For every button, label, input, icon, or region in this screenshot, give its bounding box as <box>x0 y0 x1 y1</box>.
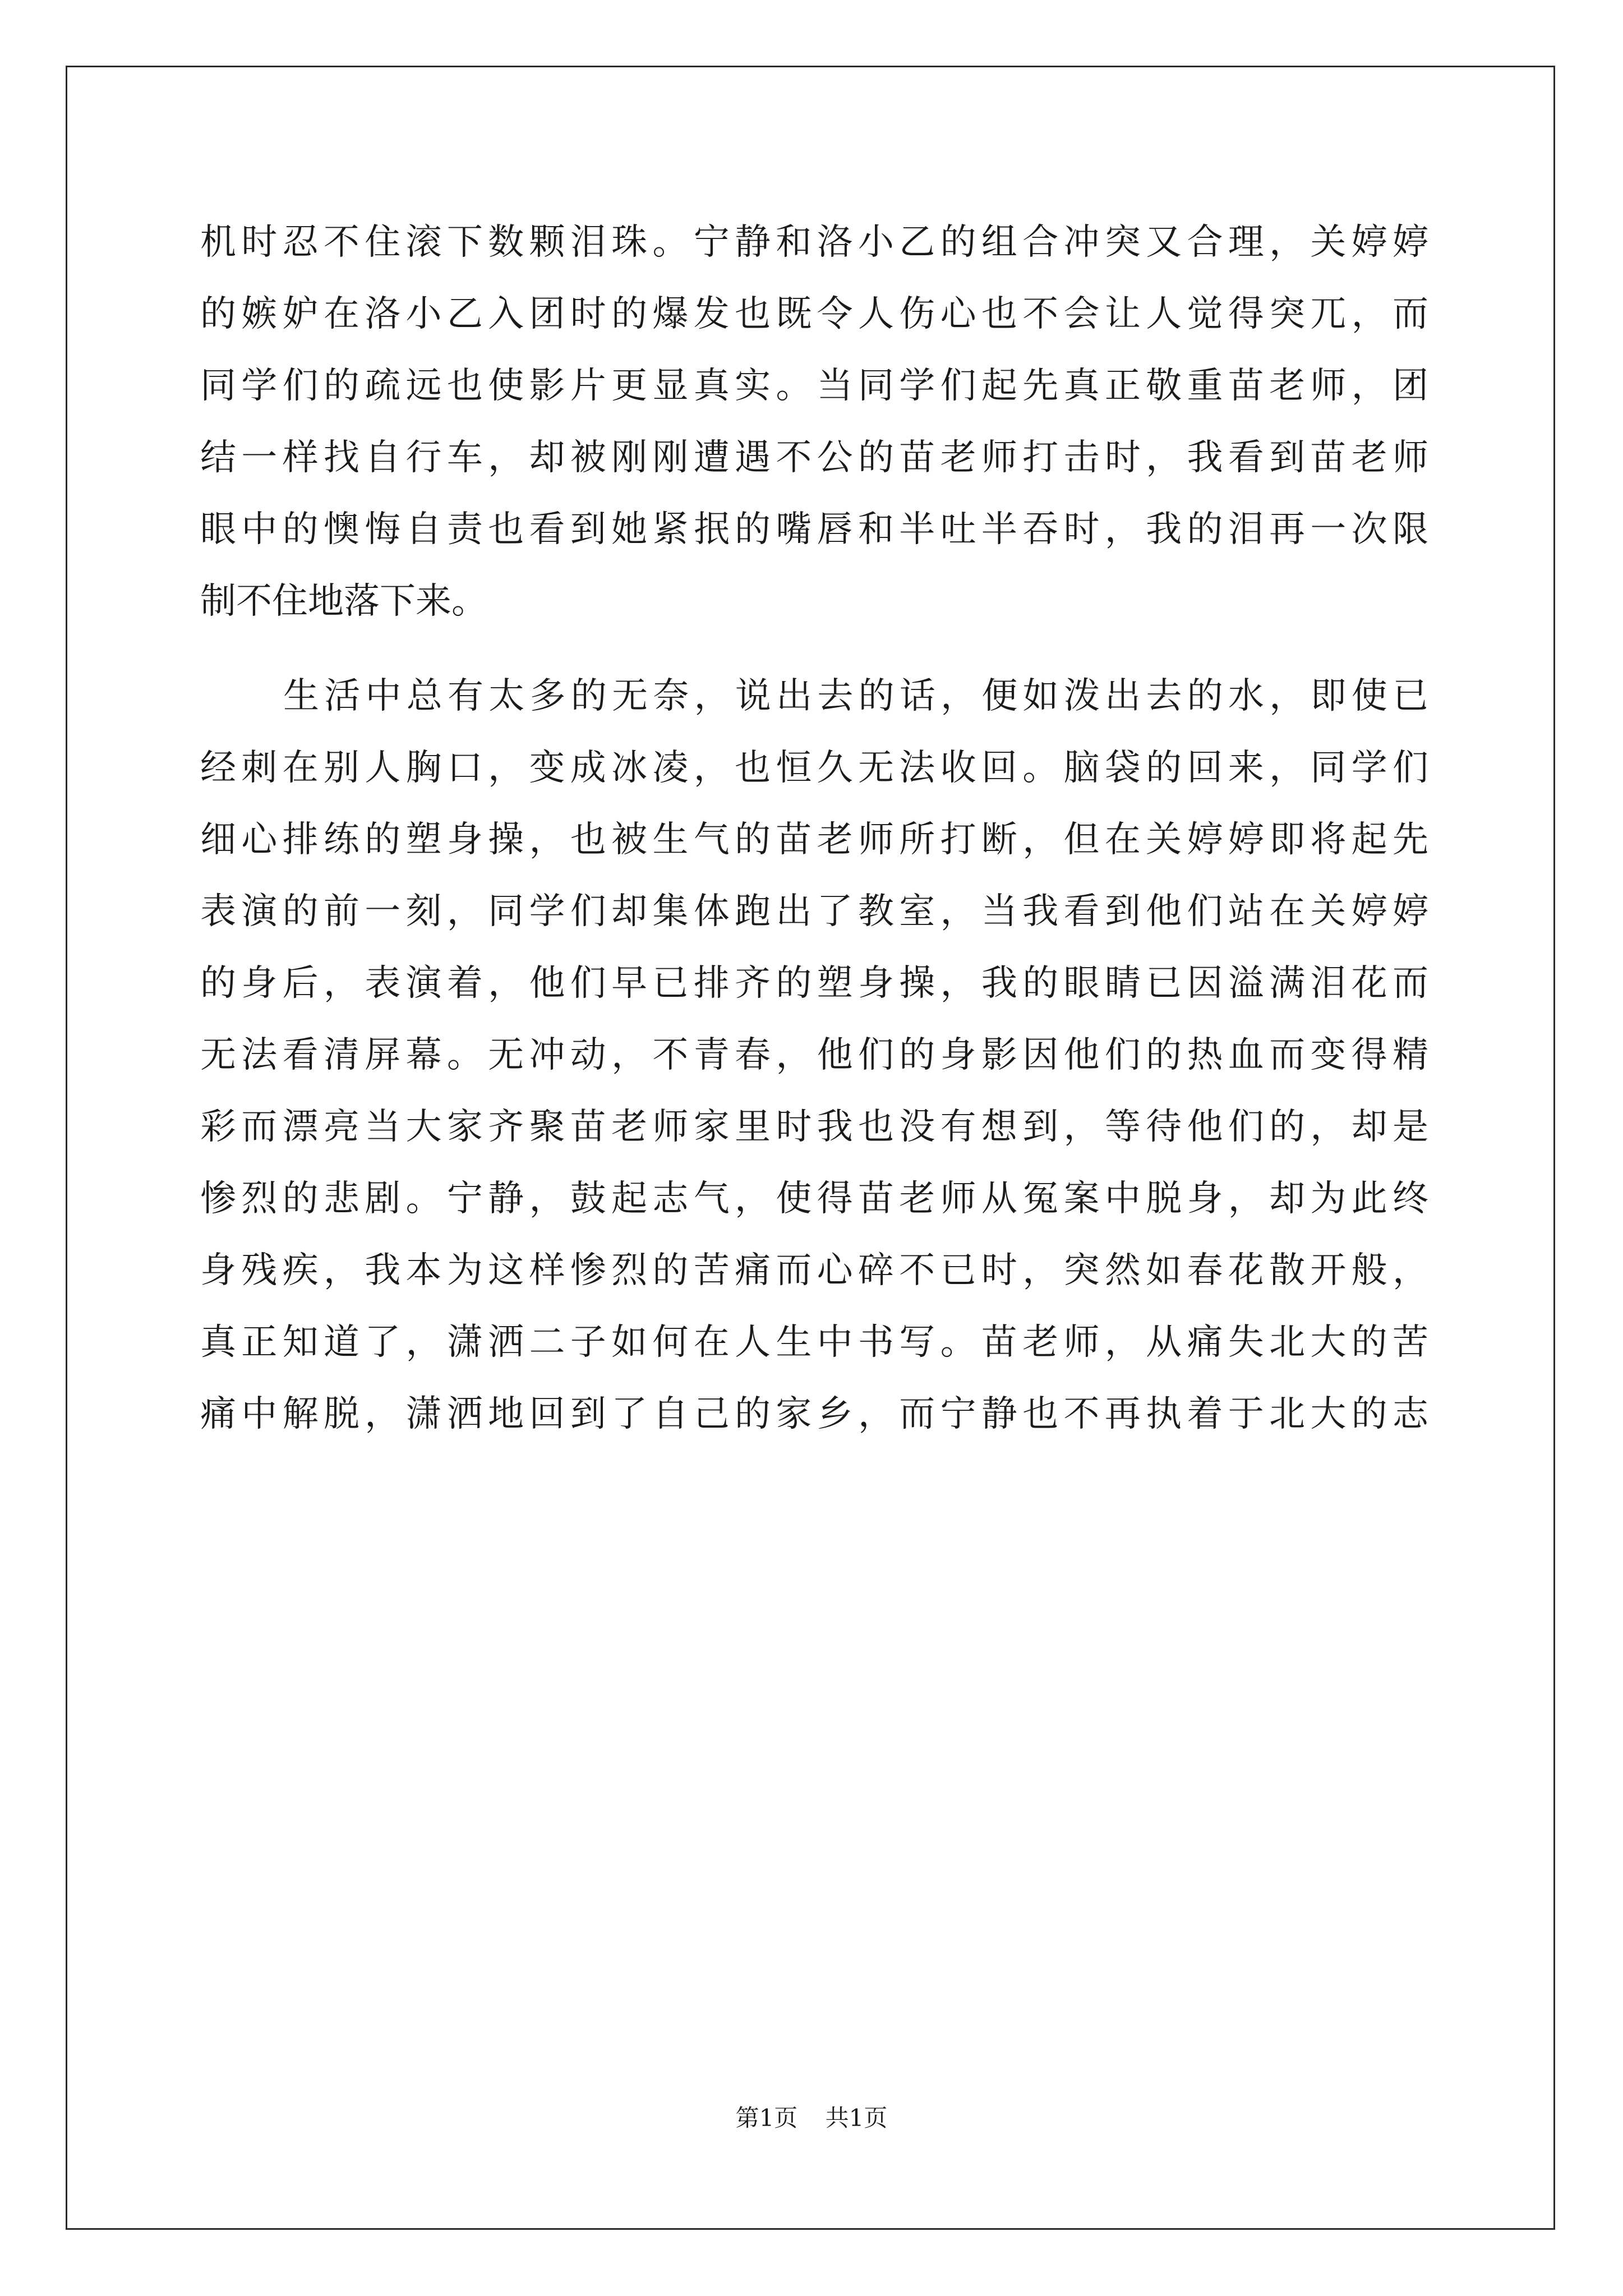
text-line: 经刺在别人胸口，变成冰凌，也恒久无法收回。脑袋的回来，同学们 <box>200 747 1428 789</box>
text-line: 表演的前一刻，同学们却集体跑出了教室，当我看到他们站在关婷婷 <box>200 891 1428 932</box>
page-footer <box>0 2101 1623 2135</box>
text-line: 制不住地落下来。 <box>200 581 487 622</box>
text-line: 眼中的懊悔自责也看到她紧抿的嘴唇和半吐半吞时，我的泪再一次限 <box>200 509 1428 550</box>
text-line: 彩而漂亮当大家齐聚苗老师家里时我也没有想到，等待他们的，却是 <box>200 1106 1428 1148</box>
text-line: 痛中解脱，潇洒地回到了自己的家乡，而宁静也不再执着于北大的志 <box>200 1393 1428 1435</box>
text-line: 真正知道了，潇洒二子如何在人生中书写。苗老师，从痛失北大的苦 <box>200 1322 1428 1363</box>
text-line: 的身后，表演着，他们早已排齐的塑身操，我的眼睛已因溢满泪花而 <box>200 963 1428 1004</box>
page-number: 第1页 <box>735 2104 798 2132</box>
text-line: 机时忍不住滚下数颗泪珠。宁静和洛小乙的组合冲突又合理，关婷婷 <box>200 222 1428 263</box>
text-line: 生活中总有太多的无奈，说出去的话，便如泼出去的水，即使已 <box>283 675 1428 717</box>
text-line: 结一样找自行车，却被刚刚遭遇不公的苗老师打击时，我看到苗老师 <box>200 437 1428 478</box>
text-line: 惨烈的悲剧。宁静，鼓起志气，使得苗老师从冤案中脱身，却为此终 <box>200 1178 1428 1220</box>
page-total: 共1页 <box>825 2104 888 2132</box>
paragraph-2 <box>200 660 1428 1450</box>
text-line: 无法看清屏幕。无冲动，不青春，他们的身影因他们的热血而变得精 <box>200 1034 1428 1076</box>
paragraph-1 <box>200 206 1428 637</box>
paragraph-spacer <box>200 637 1428 660</box>
text-line: 身残疾，我本为这样惨烈的苦痛而心碎不已时，突然如春花散开般， <box>200 1250 1428 1291</box>
text-line: 的嫉妒在洛小乙入团时的爆发也既令人伤心也不会让人觉得突兀，而 <box>200 293 1428 335</box>
text-line: 细心排练的塑身操，也被生气的苗老师所打断，但在关婷婷即将起先 <box>200 819 1428 861</box>
document-body <box>200 206 1428 1450</box>
text-line: 同学们的疏远也使影片更显真实。当同学们起先真正敬重苗老师，团 <box>200 365 1428 407</box>
